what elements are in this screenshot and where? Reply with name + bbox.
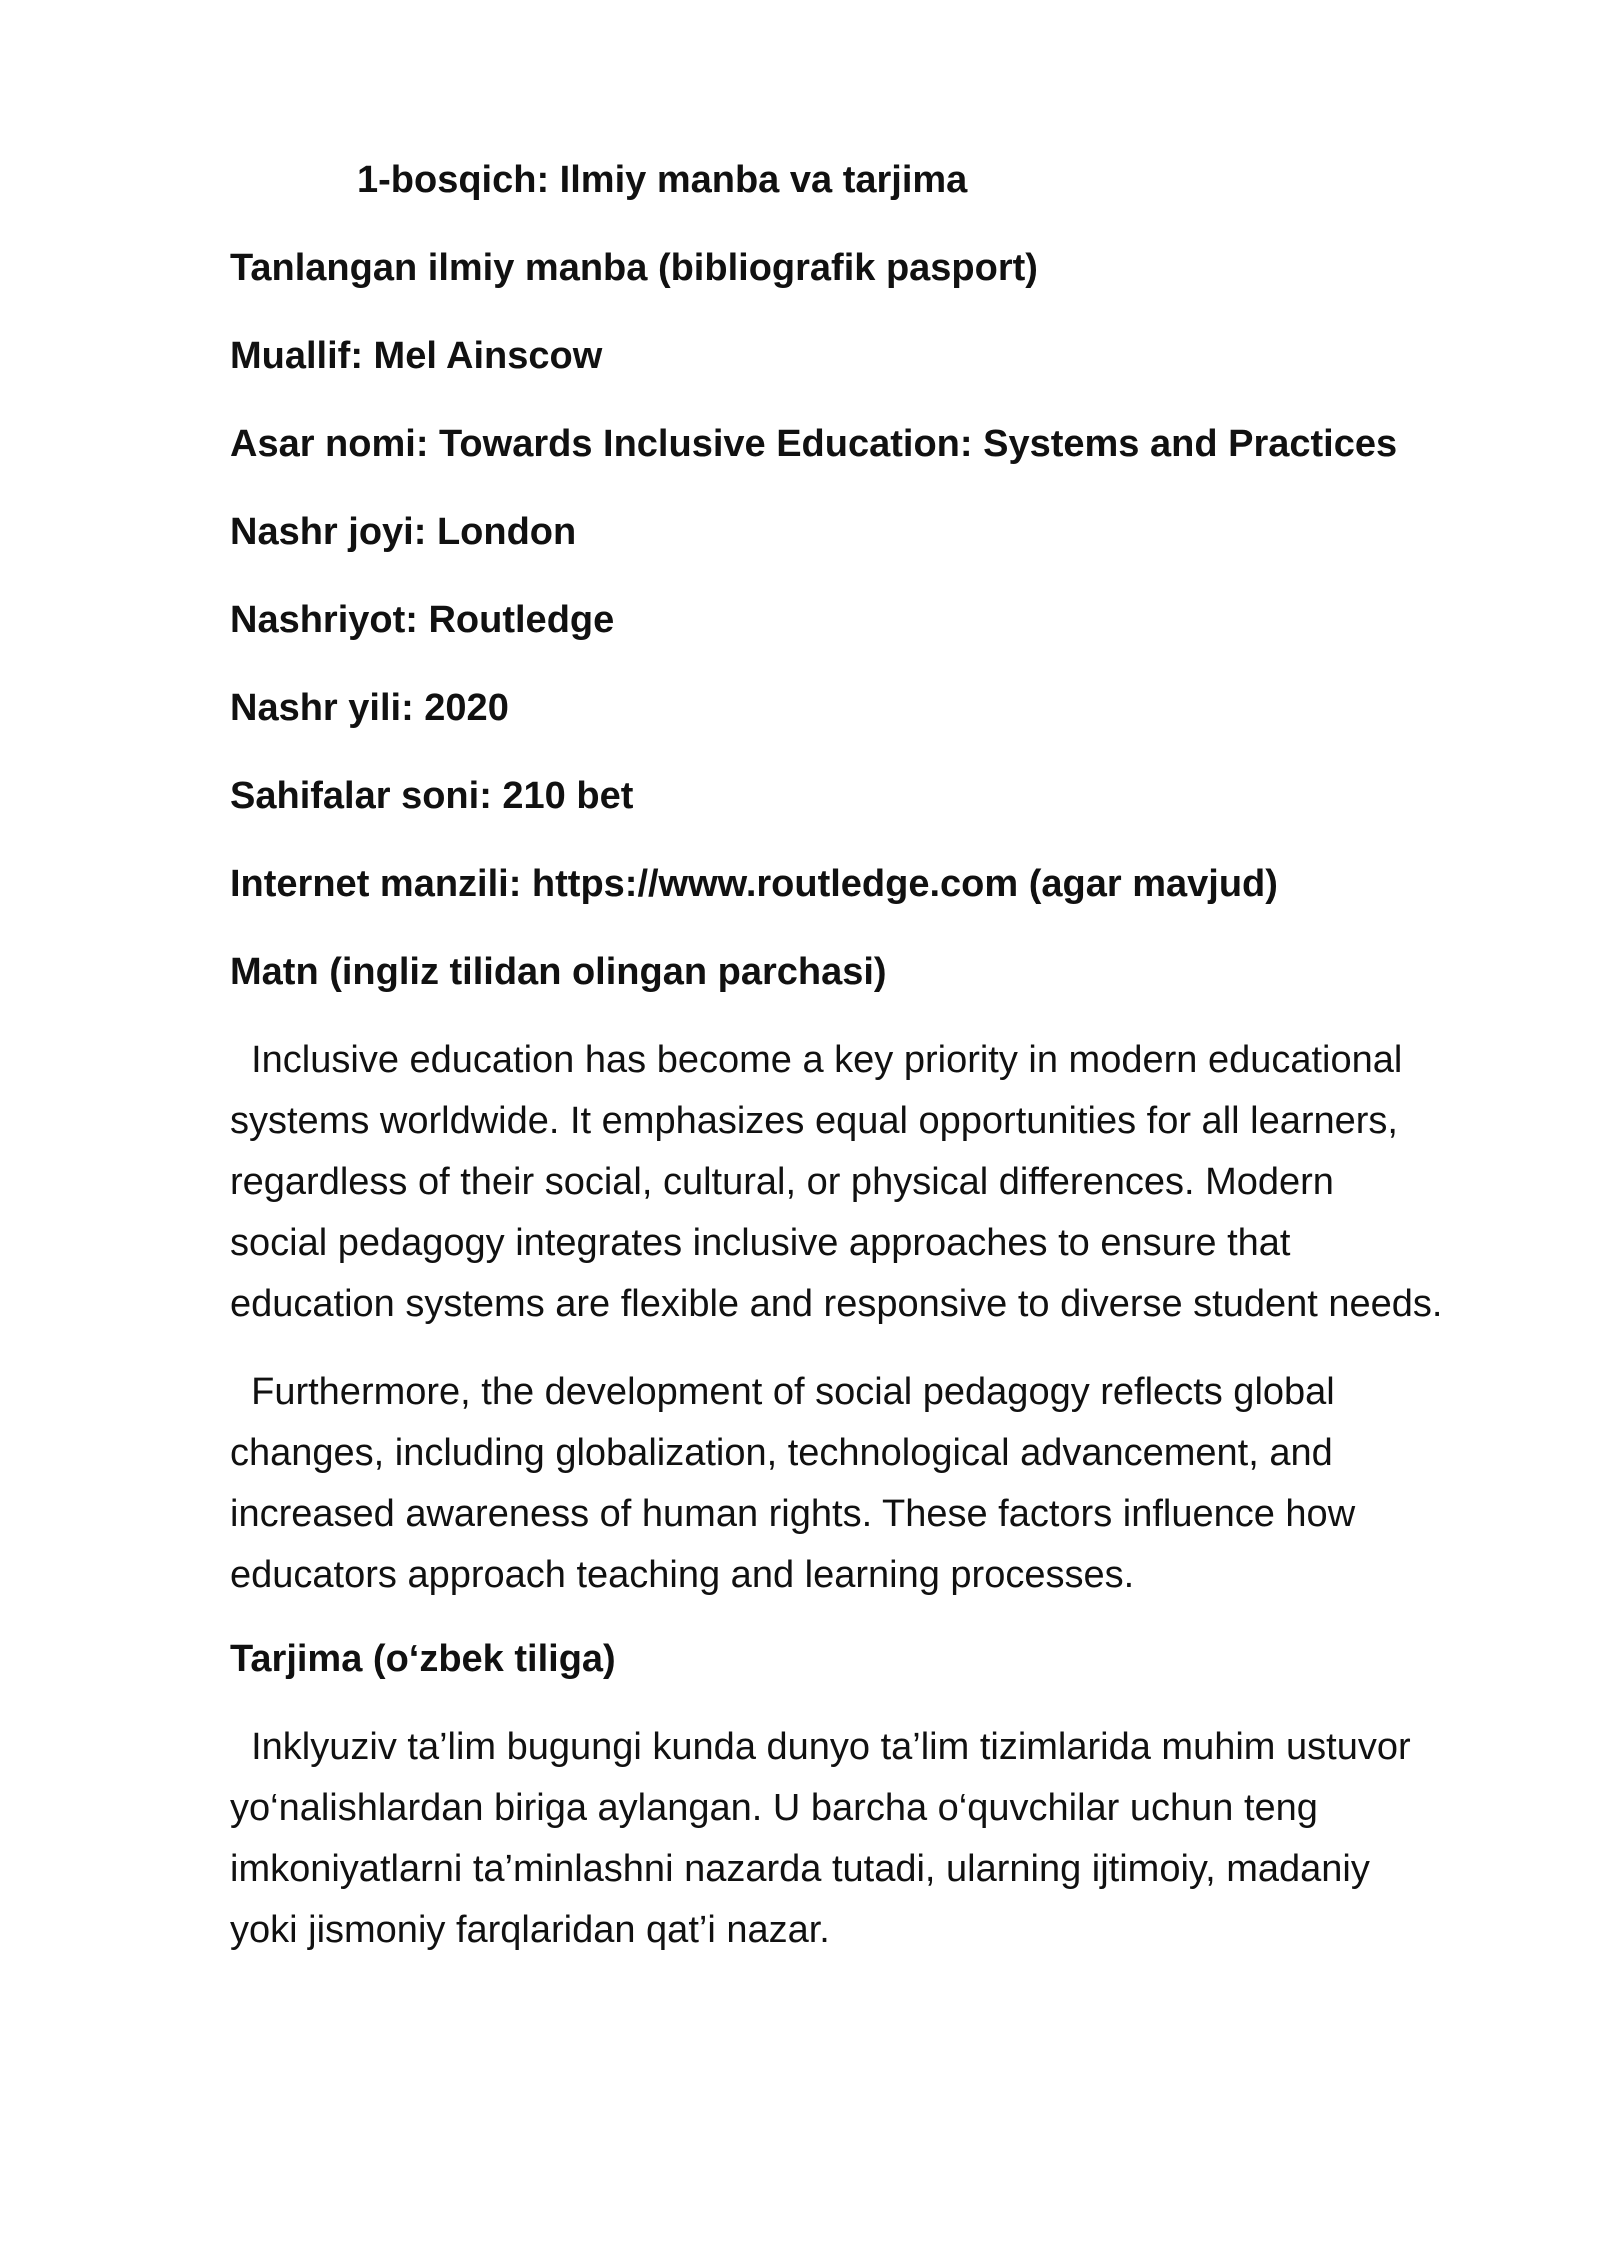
url-line: Internet manzili: https://www.routledge.com (agar mavjud) (230, 863, 1278, 905)
paragraph-line: social pedagogy integrates inclusive approaches to ensure that (230, 1222, 1291, 1264)
uzbek-paragraph (230, 1717, 1530, 1961)
author-line: Muallif: Mel Ainscow (230, 335, 603, 377)
english-paragraph-2 (230, 1362, 1530, 1606)
stage-heading: 1-bosqich: Ilmiy manba va tarjima (357, 159, 968, 201)
paragraph-line: educators approach teaching and learning processes. (230, 1554, 1135, 1596)
paragraph-line: yo‘nalishlardan biriga aylangan. U barcha o‘quvchilar uchun teng (230, 1787, 1318, 1829)
paragraph-line: Furthermore, the development of social pedagogy reflects global (230, 1371, 1335, 1413)
publisher-line: Nashriyot: Routledge (230, 599, 615, 641)
paragraph-line: education systems are flexible and responsive to diverse student needs. (230, 1283, 1443, 1325)
paragraph-line: systems worldwide. It emphasizes equal opportunities for all learners, (230, 1100, 1398, 1142)
paragraph-line: yoki jismoniy farqlaridan qat’i nazar. (230, 1909, 830, 1951)
paragraph-line: regardless of their social, cultural, or physical differences. Modern (230, 1161, 1334, 1203)
paragraph-line: changes, including globalization, technological advancement, and (230, 1432, 1333, 1474)
paragraph-line: imkoniyatlarni ta’minlashni nazarda tutadi, ularning ijtimoiy, madaniy (230, 1848, 1370, 1890)
source-heading: Tanlangan ilmiy manba (bibliografik pasport) (230, 247, 1038, 289)
english-paragraph-1 (230, 1030, 1530, 1335)
year-line: Nashr yili: 2020 (230, 687, 509, 729)
translation-heading: Tarjima (o‘zbek tiliga) (230, 1638, 616, 1680)
place-line: Nashr joyi: London (230, 511, 577, 553)
pages-line: Sahifalar soni: 210 bet (230, 775, 634, 817)
paragraph-line: Inklyuziv ta’lim bugungi kunda dunyo ta’lim tizimlarida muhim ustuvor (230, 1726, 1411, 1768)
paragraph-line: increased awareness of human rights. These factors influence how (230, 1493, 1356, 1535)
text-heading: Matn (ingliz tilidan olingan parchasi) (230, 951, 887, 993)
paragraph-line: Inclusive education has become a key priority in modern educational (230, 1039, 1403, 1081)
title-line: Asar nomi: Towards Inclusive Education: Systems and Practices (230, 423, 1398, 465)
